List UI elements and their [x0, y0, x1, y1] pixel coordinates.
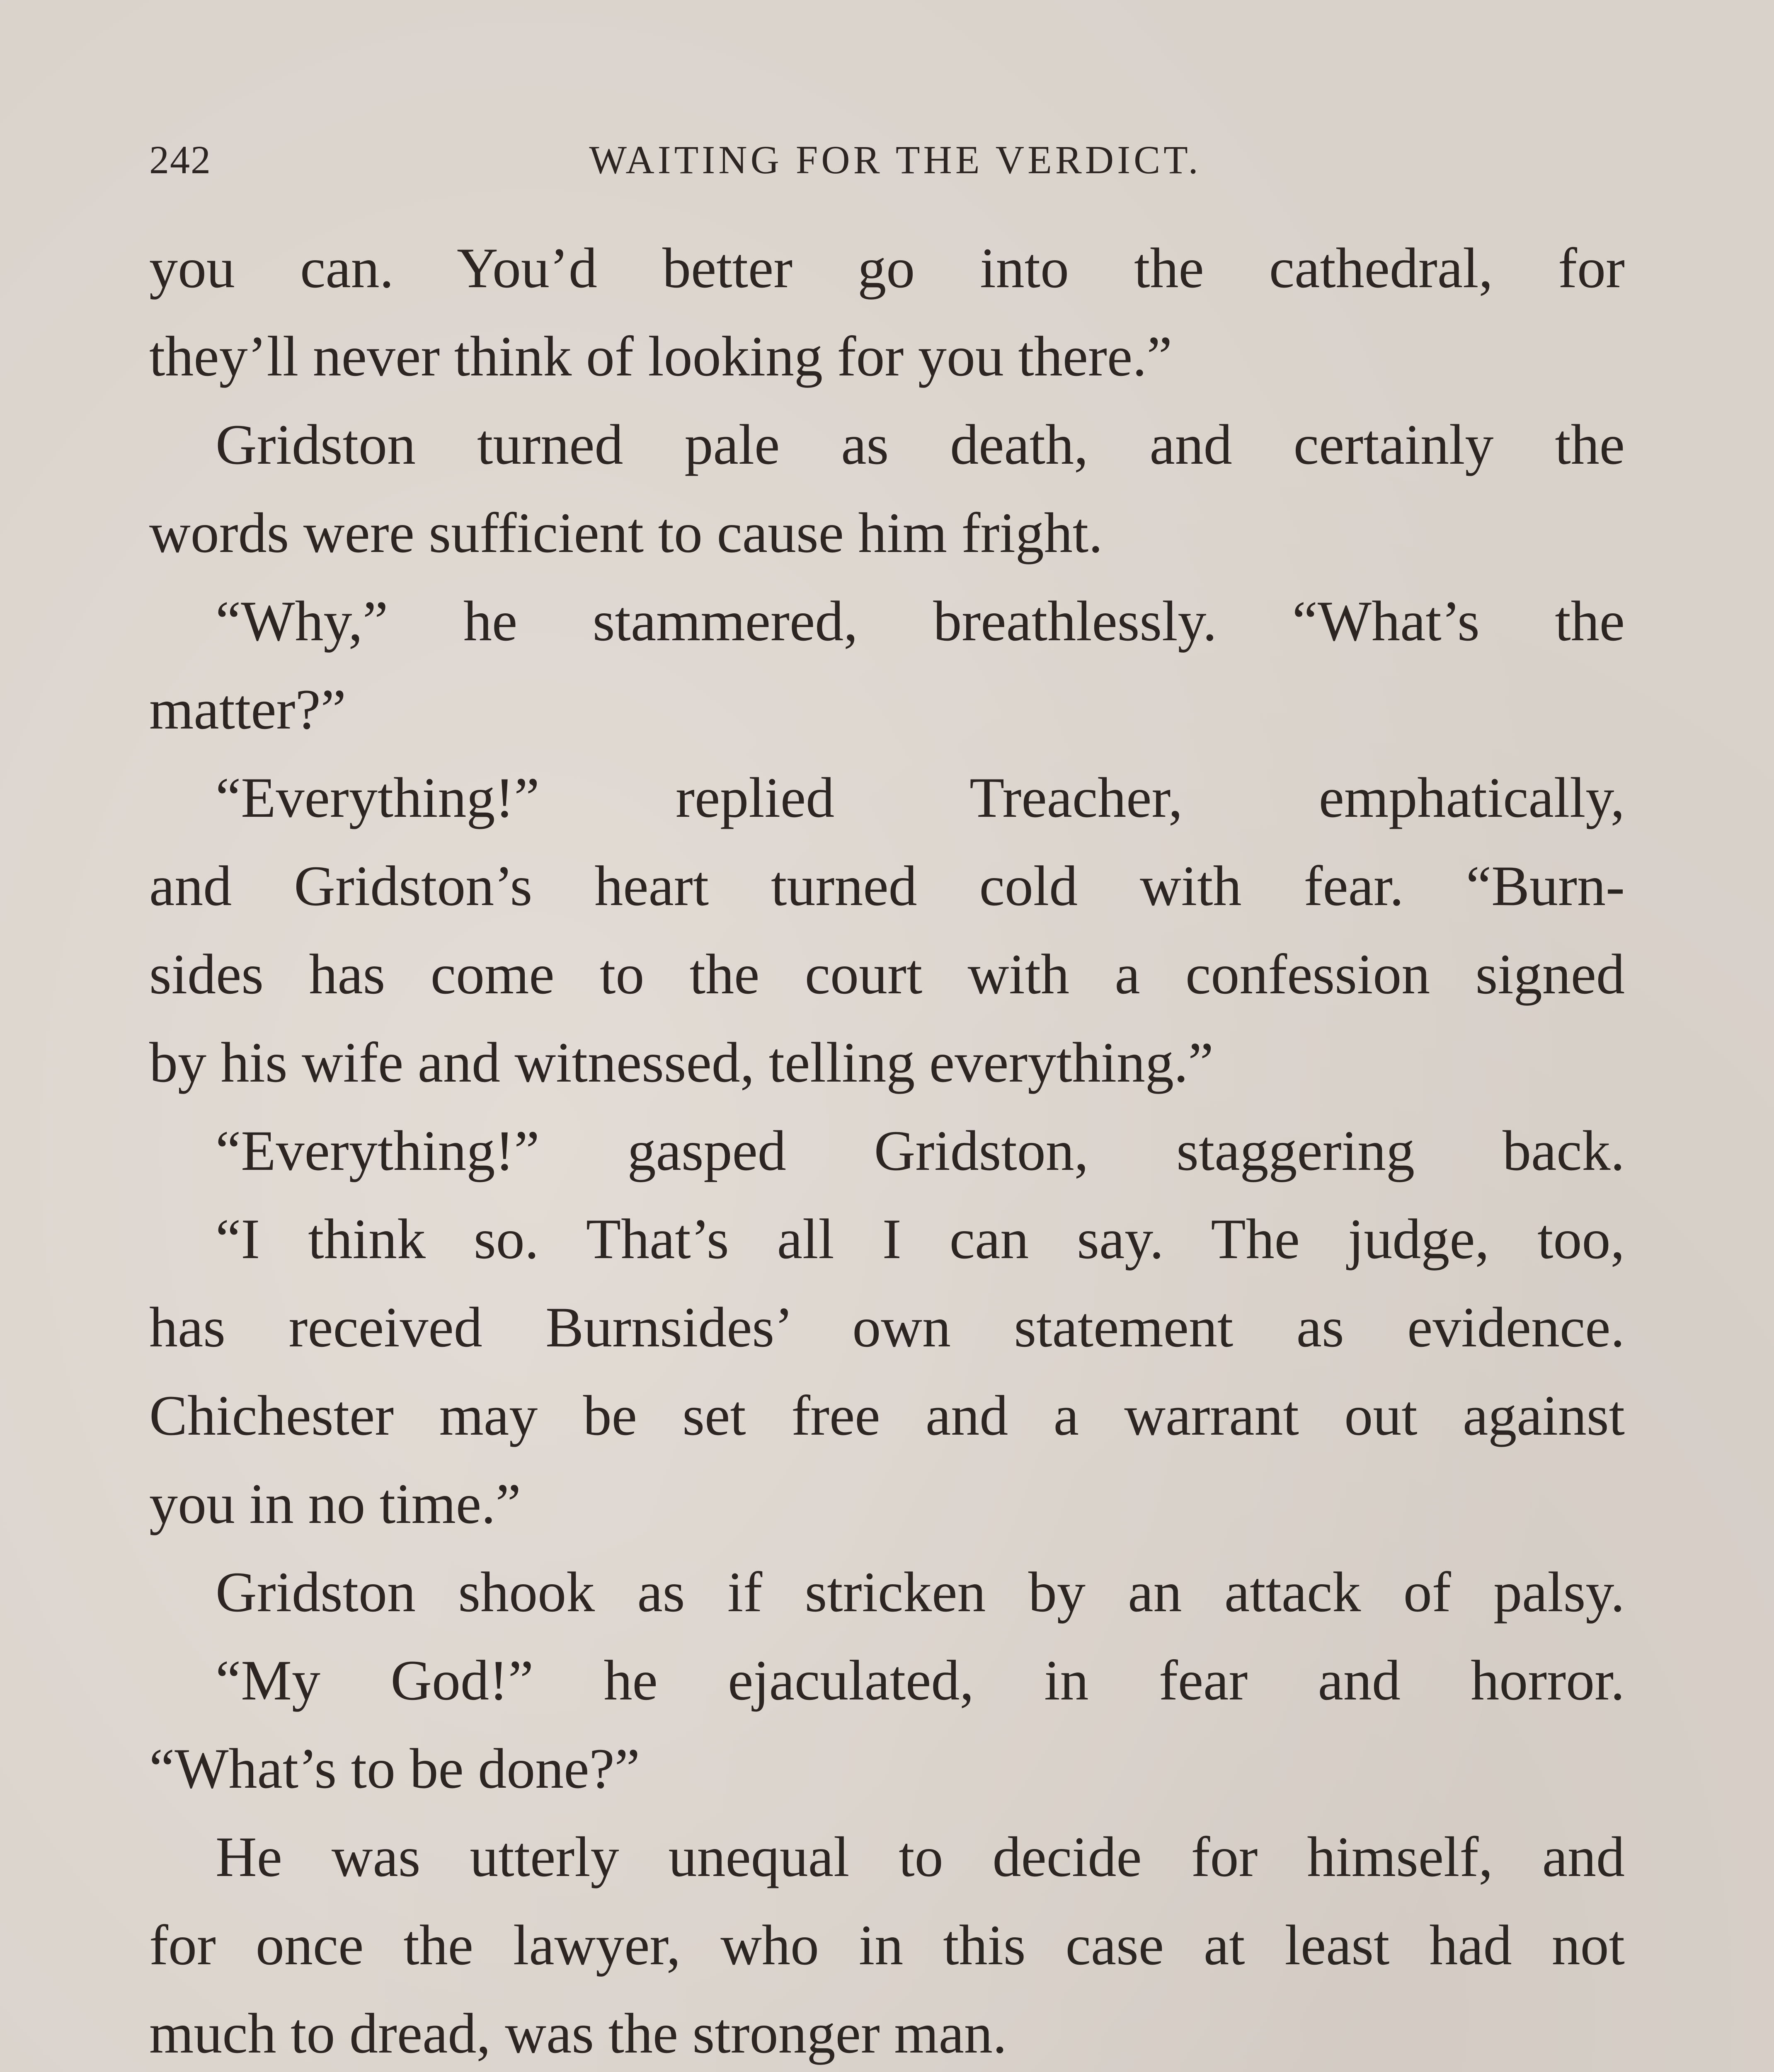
- text-line: “Everything!” gasped Gridston, staggering back.: [216, 1119, 1625, 1182]
- text-line: matter?”: [149, 678, 346, 741]
- text-line: “Why,” he stammered, breathlessly. “What’s the: [216, 589, 1625, 653]
- page-number: 242: [149, 138, 211, 182]
- text-line: Gridston turned pale as death, and certainly the: [216, 413, 1625, 476]
- text-line: Chichester may be set free and a warrant out against: [149, 1384, 1625, 1447]
- text-line: for once the lawyer, who in this case at least had not: [149, 1913, 1625, 1977]
- text-line: “Everything!” replied Treacher, emphatically,: [216, 766, 1625, 829]
- text-line: “What’s to be done?”: [149, 1737, 640, 1800]
- text-line: Gridston shook as if stricken by an attack of palsy.: [216, 1560, 1625, 1624]
- text-line: has received Burnsides’ own statement as evidence.: [149, 1295, 1625, 1359]
- text-line: “My God!” he ejaculated, in fear and horror.: [216, 1648, 1625, 1712]
- text-line: they’ll never think of looking for you there.”: [149, 324, 1172, 388]
- text-line: much to dread, was the stronger man.: [149, 2002, 1007, 2065]
- text-line: you in no time.”: [149, 1472, 521, 1535]
- page-header: [149, 137, 1625, 195]
- text-line: He was utterly unequal to decide for himself, and: [216, 1825, 1625, 1888]
- text-line: words were sufficient to cause him fright.: [149, 501, 1103, 564]
- text-line: “I think so. That’s all I can say. The judge, too,: [216, 1207, 1625, 1271]
- text-line: sides has come to the court with a confession signed: [149, 942, 1625, 1006]
- text-line: you can. You’d better go into the cathedral, for: [149, 236, 1625, 300]
- text-line: and Gridston’s heart turned cold with fear. “Burn-: [149, 854, 1625, 917]
- text-line: by his wife and witnessed, telling everything.”: [149, 1031, 1214, 1094]
- running-head: WAITING FOR THE VERDICT.: [589, 138, 1202, 182]
- body-text: [149, 224, 1625, 2072]
